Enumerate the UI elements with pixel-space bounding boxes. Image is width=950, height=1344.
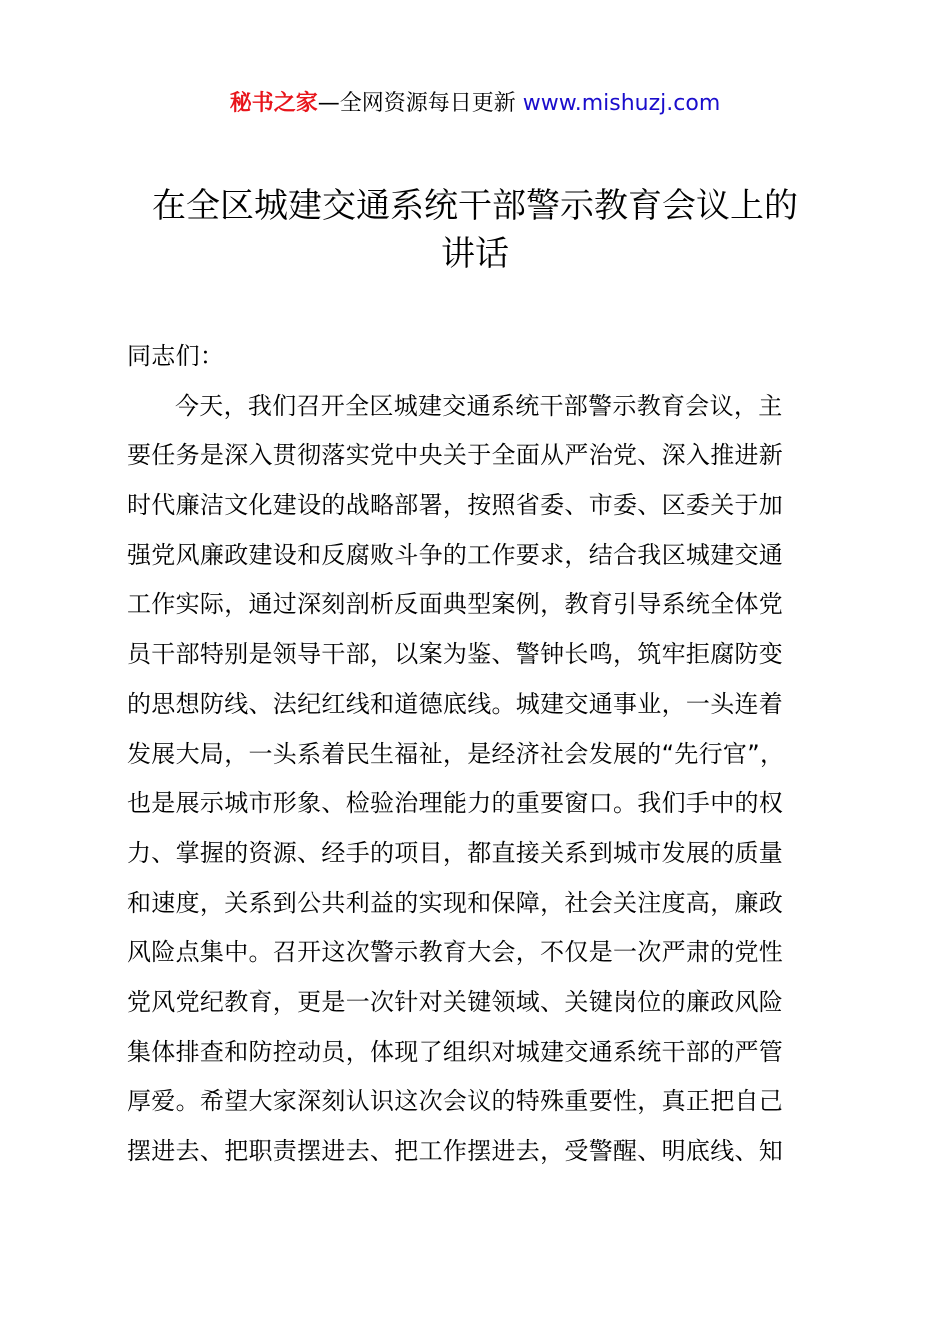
paragraph-line: 发展大局，一头系着民生福祉，是经济社会发展的“先行官”，	[127, 739, 785, 768]
paragraph-line: 风险点集中。召开这次警示教育大会，不仅是一次严肃的党性	[127, 938, 784, 967]
paragraph-line: 集体排查和防控动员，体现了组织对城建交通系统干部的严管	[127, 1037, 784, 1066]
paragraph-line: 的思想防线、法纪红线和道德底线。城建交通事业，一头连着	[127, 689, 784, 718]
site-header	[0, 88, 950, 120]
paragraph-line: 时代廉洁文化建设的战略部署，按照省委、市委、区委关于加	[127, 491, 784, 520]
salutation: 同志们：	[127, 342, 225, 370]
paragraph-line: 摆进去、把职责摆进去、把工作摆进去，受警醒、明底线、知	[127, 1137, 784, 1165]
paragraph-line: 强党风廉政建设和反腐败斗争的工作要求，结合我区城建交通	[127, 540, 784, 569]
paragraph-line: 党风党纪教育，更是一次针对关键领域、关键岗位的廉政风险	[127, 987, 784, 1016]
paragraph-line: 厚爱。希望大家深刻认识这次会议的特殊重要性，真正把自己	[127, 1087, 784, 1116]
title-line-1: 在全区城建交通系统干部警示教育会议上的	[152, 186, 798, 226]
document-title	[120, 182, 830, 278]
header-tagline: —全网资源每日更新	[317, 91, 516, 116]
paragraph-line: 和速度，关系到公共利益的实现和保障，社会关注度高，廉政	[127, 888, 784, 917]
site-url-link[interactable]: www.mishuzj.com	[522, 91, 721, 116]
paragraph-line: 力、掌握的资源、经手的项目，都直接关系到城市发展的质量	[127, 838, 784, 867]
paragraph-line: 今天，我们召开全区城建交通系统干部警示教育会议，主	[175, 391, 783, 420]
brand-name: 秘书之家	[229, 91, 318, 116]
paragraph-line: 工作实际，通过深刻剖析反面典型案例，教育引导系统全体党	[127, 590, 784, 619]
paragraph-line: 也是展示城市形象、检验治理能力的重要窗口。我们手中的权	[127, 789, 784, 818]
paragraph-line: 要任务是深入贯彻落实党中央关于全面从严治党、深入推进新	[127, 441, 784, 470]
title-line-2: 讲话	[441, 234, 509, 274]
document-body	[127, 336, 837, 1181]
paragraph-line: 员干部特别是领导干部，以案为鉴、警钟长鸣，筑牢拒腐防变	[127, 640, 784, 669]
